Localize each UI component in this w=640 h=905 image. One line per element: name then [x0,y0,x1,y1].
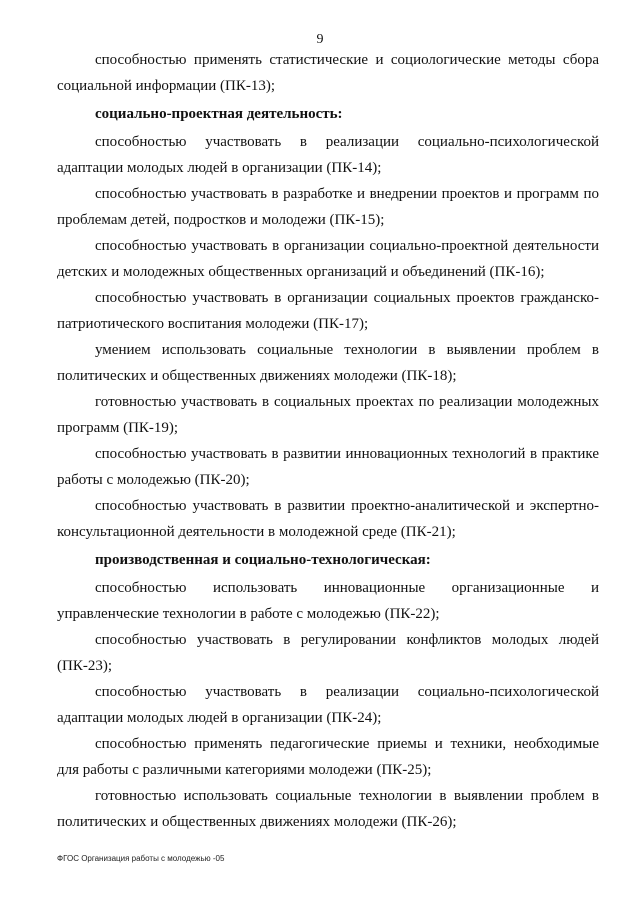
competency-item: способностью применять педагогические приемы и техники, необходимые для работы с различными категориями молодежи (ПК-25); [57,736,599,778]
page-content [57,47,599,835]
section-heading: социально-проектная деятельность: [95,106,343,122]
page-footer: ФГОС Организация работы с молодежью -05 [57,854,225,863]
competency-item: готовностью использовать социальные технологии в выявлении проблем в политических и общественных движениях молодежи (ПК-26); [57,788,599,830]
competency-item: умением использовать социальные технологии в выявлении проблем в политических и общественных движениях молодежи (ПК-18); [57,342,599,384]
competency-item: способностью участвовать в организации социально-проектной деятельности детских и молодежных общественных организаций и объединений (ПК-16); [57,238,599,280]
competency-item: способностью применять статистические и социологические методы сбора социальной информации (ПК-13); [57,52,599,94]
competency-item: способностью участвовать в развитии инновационных технологий в практике работы с молодежью (ПК-20); [57,446,599,488]
section-heading: производственная и социально-технологическая: [95,552,431,568]
page-number: 9 [316,32,324,47]
competency-item: способностью участвовать в развитии проектно-аналитической и экспертно-консультационной деятельности в молодежной среде (ПК-21); [57,498,599,540]
competency-item: способностью участвовать в регулировании конфликтов молодых людей (ПК-23); [57,632,599,674]
competency-item: способностью участвовать в разработке и внедрении проектов и программ по проблемам детей, подростков и молодежи (ПК-15); [57,186,599,228]
competency-item: способностью участвовать в организации социальных проектов гражданско-патриотического воспитания молодежи (ПК-17); [57,290,599,332]
competency-item: готовностью участвовать в социальных проектах по реализации молодежных программ (ПК-19); [57,394,599,436]
competency-item: способностью использовать инновационные организационные и управленческие технологии в работе с молодежью (ПК-22); [57,580,599,622]
competency-item: способностью участвовать в реализации социально-психологической адаптации молодых людей в организации (ПК-14); [57,134,599,176]
competency-item: способностью участвовать в реализации социально-психологической адаптации молодых людей в организации (ПК-24); [57,684,599,726]
